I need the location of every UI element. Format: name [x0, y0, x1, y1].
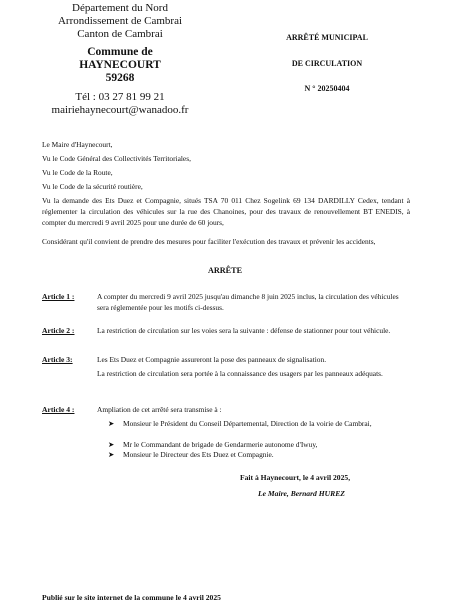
- recipient-2: Mr le Commandant de brigade de Gendarmerie autonome d'Iwuy,: [123, 440, 318, 449]
- article-1-label: Article 1 :: [42, 292, 75, 301]
- arrow-bullet-icon: ➤: [108, 419, 115, 428]
- vu-demande: Vu la demande des Ets Duez et Compagnie, situés TSA 70 011 Chez Sogelink 69 134 DARDILLY Cedex, tendant à réglementer la circulation des véhicules sur la rue des Chanoines, pour des travaux de renouvellement BT ENEDIS, à compter du mercredi 9 avril 2025 pour une durée de 60 jours,: [42, 196, 410, 227]
- postcode: 59268: [105, 72, 135, 84]
- vu-securite: Vu le Code de la sécurité routière,: [42, 182, 143, 191]
- canton-line: Canton de Cambrai: [77, 28, 163, 40]
- recipient-1: Monsieur le Président du Conseil Départemental, Direction de la voirie de Cambrai,: [123, 419, 372, 428]
- email-line: mairiehaynecourt@wanadoo.fr: [51, 104, 189, 116]
- article-3-label: Article 3:: [42, 355, 73, 364]
- commune-name: HAYNECOURT: [79, 59, 161, 71]
- header-left: [20, 2, 220, 117]
- phone-line: Tél : 03 27 81 99 21: [75, 91, 165, 103]
- arrete-heading: ARRÊTE: [207, 266, 243, 275]
- article-3-text: Les Ets Duez et Compagnie assureront la pose des panneaux de signalisation.: [97, 355, 327, 364]
- decree-number: N ° 20250404: [304, 84, 350, 93]
- decree-title2: DE CIRCULATION: [291, 59, 363, 68]
- article-3-text-2: La restriction de circulation sera portée à la connaissance des usagers par les panneaux adéquats.: [97, 369, 383, 378]
- vu-cgct: Vu le Code Général des Collectivités Territoriales,: [42, 154, 191, 163]
- arrow-bullet-icon: ➤: [108, 450, 115, 459]
- arrow-bullet-icon: ➤: [108, 440, 115, 449]
- arrondissement-line: Arrondissement de Cambrai: [57, 15, 183, 27]
- article-1-text: A compter du mercredi 9 avril 2025 jusqu'au dimanche 8 juin 2025 inclus, la circulation des véhicules sera réglementée pour les motifs ci-dessus.: [97, 292, 399, 312]
- department-line: Département du Nord: [72, 2, 168, 14]
- mayor-line: Le Maire d'Haynecourt,: [42, 140, 113, 149]
- article-2-text: La restriction de circulation sur les voies sera la suivante : défense de stationner pour tout véhicule.: [97, 326, 391, 335]
- commune-line1: Commune de: [87, 46, 153, 58]
- article-4-text: Ampliation de cet arrêté sera transmise à :: [97, 405, 222, 414]
- recipient-3: Monsieur le Directeur des Ets Duez et Compagnie.: [123, 450, 274, 459]
- publication-note: Publié sur le site internet de la commune le 4 avril 2025: [42, 593, 221, 602]
- signature-signer: Le Maire, Bernard HUREZ: [258, 489, 345, 498]
- decree-title1: ARRÊTÉ MUNICIPAL: [286, 33, 368, 42]
- signature-place-date: Fait à Haynecourt, le 4 avril 2025,: [240, 473, 351, 482]
- vu-code-route: Vu le Code de la Route,: [42, 168, 113, 177]
- article-4-label: Article 4 :: [42, 405, 75, 414]
- article-2-label: Article 2 :: [42, 326, 75, 335]
- considerant: Considérant qu'il convient de prendre des mesures pour faciliter l'exécution des travaux et prévenir les accidents,: [42, 237, 376, 246]
